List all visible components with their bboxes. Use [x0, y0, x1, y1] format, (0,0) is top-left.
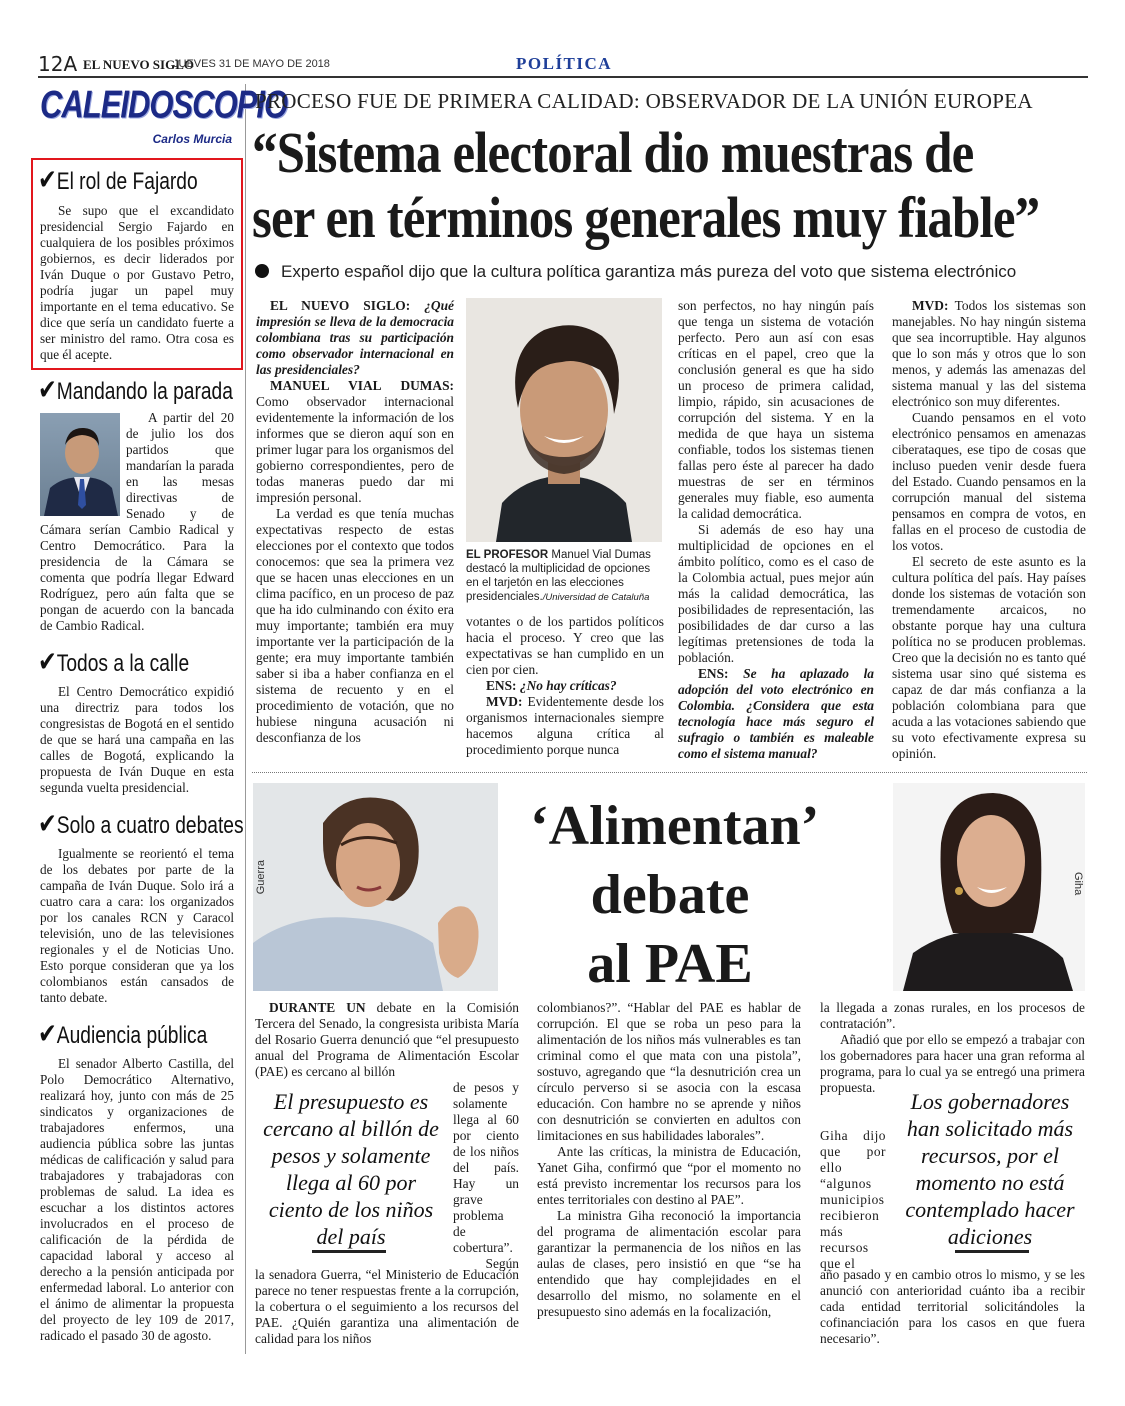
- guerra-photo: [253, 783, 498, 991]
- sidebar-item-title: ✔Todos a la calle: [38, 646, 190, 677]
- header-rule: [38, 76, 1088, 78]
- article-headline: ‘Alimentan’ debate al PAE: [530, 795, 820, 995]
- article-deck: Experto español dijo que la cultura política garantiza más pureza del voto que sistema electrónico: [255, 262, 1095, 282]
- article-column: la senadora Guerra, “el Ministerio de Educación parece no tener respuestas frente a la corrupción, la cobertura o el seguimiento a los recursos del PAE. ¿Quién garantiza una alimentación de calidad para los niños: [255, 1267, 519, 1346]
- giha-illustration: [893, 783, 1085, 991]
- section-divider: [252, 772, 1087, 773]
- article-column: DURANTE UN debate en la Comisión Tercera del Senado, la congresista uribista María del Rosario Guerra denunció que “el presupuesto anual del Programa de Alimentación Escolar (PAE) es cercano al billón: [255, 1000, 519, 1079]
- article-kicker: PROCESO FUE DE PRIMERA CALIDAD: OBSERVADOR DE LA UNIÓN EUROPEA: [255, 89, 1033, 113]
- article-column: año pasado y en cambio otros lo mismo, y se les anunció con anterioridad cuánto iba a recibir cada entidad territorial solicitándoles la cofinanciación para los casos en que fuera necesario”.: [820, 1267, 1085, 1346]
- article-column: MVD: Todos los sistemas son manejables. No hay ningún sistema que sea incorruptible. Hay algunos que lo son más y otros que lo son menos, y además las amenazas del sistema manual y las del sistema electrónico son muy diferentes. Cuando pensamos en el voto electrónico pensamos en amenazas ciberataques, ese tipo de cosas que incluso pueden venir desde fuera del Estado. Cuando pensamos en la corrupción manual del sistema pensamos en compra de votos, en fallas en el proceso de custodia de los votos. El secreto de este asunto es la cultura política del país. Hay países donde los sistemas de votación son tremendamente arcaicos, no obstante porque hay una cultura política no se producen problemas. Creo que la decisión no es tanto qué sistema usar sino qué sistema es capaz de dar más confianza a la población colombiana para que acuda a las votaciones sabiendo que su voto efectivamente expresa su opinión.: [892, 298, 1086, 761]
- giha-photo: [893, 783, 1085, 991]
- interview-photo: [466, 298, 662, 542]
- photo-label: Giha: [1072, 872, 1084, 896]
- article-column-narrow: de pesos y solamente llega al 60 por ciento de los niños del país. Hay un grave problema de cobertura”. Según: [453, 1080, 519, 1271]
- checkmark-icon: ✔: [38, 374, 57, 405]
- sidebar-item-text: Igualmente se reorientó el tema de los debates por parte de la campaña de Iván Duque. Solo irá a cuatro cara a cara: los organizados por los canales RCN y Caracol televisión, uno de las televisiones regionales y el de Noticias Uno. Esto porque consideran que ya los colombianos están cansados de tanto debate.: [40, 846, 234, 1005]
- article-column: son perfectos, no hay ningún país que tenga un sistema de votación perfecto. Pero aun así con esas críticas en el papel, creo que la conclusión general es que ha sido un proceso de primera calidad, limpio, rápido, sin acusaciones de corrupción del sistema. Y en la medida de que haya un sistema confiable, todos los sistemas tienen fallas pero éste al parecer ha dado muestras de ser en términos generales muy fiable, eso aumenta la calidad democrática. Si además de eso hay una multiplicidad de opciones en el ámbito político, como es el caso de la Colombia actual, pues mejor aún más la calidad democrática, las posibilidades de representación, las posibilidades de dar curso a las legítimas pretensiones de toda la población. ENS: Se ha aplazado la adopción del voto electrónico en Colombia. ¿Considera que esta tecnología hace más seguro el sufragio o también es maleable como el sistema manual?: [678, 298, 874, 761]
- sidebar-item-text: Se supo que el excandidato presidencial Sergio Fajardo en cualquiera de los posibles próximos gobiernos, es decir liderados por Iván Duque o por Gustavo Petro, podría jugar un papel muy importante en el tema educativo. Se dice que sería un candidato fuerte a ser ministro del ramo. Otra cosa es que él acepte.: [40, 203, 234, 362]
- newspaper-name: EL NUEVO SIGLO: [83, 57, 194, 72]
- sidebar-item-title: ✔Audiencia pública: [38, 1018, 208, 1049]
- issue-date: JUEVES 31 DE MAYO DE 2018: [173, 58, 330, 70]
- checkmark-icon: ✔: [38, 808, 57, 839]
- column-logo-title: CALEIDOSCOPIO: [40, 82, 288, 126]
- sidebar-item-text: El senador Alberto Castilla, del Polo Democrático Alternativo, realizará hoy, junto con más de 25 sindicatos y organizaciones de trabajadores enfermos, una audiencia pública sobre las juntas médicas de calificación y salud para trabajadores y trabajadoras con problemas de salud. La idea es escuchar a los distintos actores involucrados en el proceso de calificación de la pérdida de capacidad laboral y acceso al derecho a la pensión anticipada por enfermedad laboral. Lo anterior con el ánimo de alimentar la propuesta del proyecto de ley 109 de 2017, radicado el pasado 30 de agosto.: [40, 1056, 234, 1343]
- sidebar-item-title: ✔El rol de Fajardo: [38, 164, 198, 195]
- photo-label: Guerra: [255, 860, 267, 895]
- pull-quote-bar: [312, 1250, 386, 1253]
- pull-quote-bar: [955, 1250, 1029, 1253]
- article-column: EL NUEVO SIGLO: ¿Qué impresión se lleva de la democracia colombiana tras su participación como observador internacional en las presidenciales? MANUEL VIAL DUMAS: Como observador internacional evidentemente la información de los informes que se dieron aquí son en primer lugar para los organismos del gobierno correspondientes, pero de todas maneras puedo dar mi impresión personal. La verdad es que tenía muchas expectativas respecto de estas elecciones por el contexto que todos conocemos: que sea la primera vez que se hacen unas elecciones en un clima pacífico, en un proceso de paz que ha ido culminando con éxito era muy importante; también era muy importante ver la participación de la gente; era muy importante también saber si iba a haber confianza en el sistema de recuento y en el procedimiento de votación, que no hubiese ninguna acusación ni desconfianza de los: [256, 298, 454, 745]
- article-column: la llegada a zonas rurales, en los procesos de contratación”. Añadió que por ello se empezó a trabajar con los gobernadores para hacer una gran reforma al programa, para lo cual ya se entregó una primera propuesta.: [820, 1000, 1085, 1095]
- checkmark-icon: ✔: [38, 646, 57, 677]
- article-column: votantes o de los partidos políticos hacia el proceso. Y creo que las expectativas se han cumplido en un cien por cien. ENS: ¿No hay críticas? MVD: Evidentemente desde los organismos internacionales siempre hacemos alguna crítica al procedimiento porque nunca: [466, 614, 664, 757]
- sidebar-item-text: A partir del 20 de julio los dos partidos que mandarían la parada en las mesas directivas de Senado y de Cámara serían Cambio Radical y Centro Democrático. Para la presidencia de la Cámara se comenta que podría llegar Edward Rodríguez, pero aún falta que se pongan de acuerdo con la bancada de Cambio Radical.: [40, 410, 234, 633]
- column-author: Carlos Murcia: [152, 132, 232, 146]
- article-column: colombianos?”. “Hablar del PAE es hablar de corrupción. El que se roba un peso para la alimentación de los niños más vulnerables es tan criminal como el que mata con una pistola”, sostuvo, agregando que “la desnutrición crea un círculo perverso si se asocia con la escasa educación. Con hambre no se aprende y niños con desnutrición se convierten en adultos con limitaciones en sus habilidades laborales”. Ante las críticas, la ministra de Educación, Yanet Giha, confirmó que “por el momento no está previsto incrementar los recursos para los entes territoriales con destino al PAE”. La ministra Giha reconoció la importancia del programa de alimentación escolar para garantizar la permanencia de los niños en las aulas de clases, pero insistió en que “se ha entendido que hay complejidades en el desarrollo del mismo, no solamente en el presupuesto sino además en la focalización,: [537, 1000, 801, 1319]
- pull-quote: Los gobernadores han solicitado más recursos, por el momento no está contemplado hacer adiciones: [905, 1089, 1075, 1249]
- checkmark-icon: ✔: [38, 164, 57, 195]
- column-logo: [40, 82, 288, 150]
- guerra-illustration: [253, 783, 498, 991]
- page-number: 12A: [38, 52, 78, 76]
- photo-caption: EL PROFESOR Manuel Vial Dumas destacó la multiplicidad de opciones en el tarjetón en las elecciones presidenciales./Universidad de Cataluña: [466, 549, 651, 603]
- article-column-narrow: Giha dijo que por ello “algunos municipios recibieron más recursos que el: [820, 1128, 886, 1271]
- sidebar-item-title: ✔Mandando la parada: [38, 374, 233, 405]
- article-headline: “Sistema electoral dio muestras de ser en términos generales muy fiable”: [252, 120, 1040, 250]
- sidebar-item-title: ✔Solo a cuatro debates: [38, 808, 244, 839]
- page-header: [38, 50, 1088, 78]
- checkmark-icon: ✔: [38, 1018, 57, 1049]
- professor-illustration: [466, 298, 662, 542]
- section-name: POLÍTICA: [516, 54, 613, 73]
- bullet-icon: [255, 264, 269, 278]
- pull-quote: El presupuesto es cercano al billón de pesos y solamente llega al 60 por ciento de los niños del país: [263, 1089, 439, 1249]
- sidebar-item-text: El Centro Democrático expidió una directriz para todos los congresistas de Bogotá en el sentido de que se hará una campaña en las calles de Bogotá, explicando la propuesta de Iván Duque en esta segunda vuelta presidencial.: [40, 684, 234, 795]
- column-divider: [245, 84, 246, 1354]
